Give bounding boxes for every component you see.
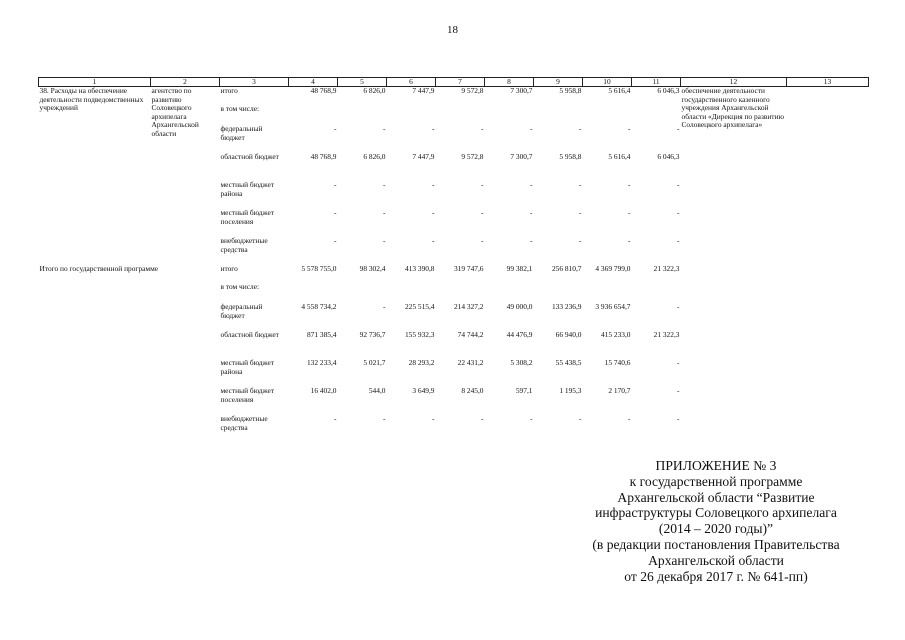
value-cell: 132 233,4 — [306, 358, 337, 367]
value-cell: - — [628, 414, 631, 423]
value-cell: - — [677, 180, 680, 189]
row-label: областной бюджет — [220, 330, 279, 339]
value-cell: - — [481, 180, 484, 189]
value-cell: 5 308,2 — [510, 358, 533, 367]
value-cell: - — [677, 386, 680, 395]
appendix-title: ПРИЛОЖЕНИЕ № 3 — [655, 458, 777, 473]
value-cell: - — [530, 208, 533, 217]
value-cell: 98 302,4 — [359, 264, 386, 273]
value-cell: 8 245,0 — [461, 386, 484, 395]
value-cell: - — [579, 414, 582, 423]
responsible-executor: агентство по развитию Соловецкого архипелага Архангельской области — [151, 86, 199, 138]
row-label: местный бюджет района — [220, 180, 275, 198]
column-header: 8 — [485, 78, 534, 87]
column-header: 3 — [220, 78, 289, 87]
value-cell: - — [334, 180, 337, 189]
row-label: в том числе: — [220, 282, 260, 291]
value-cell: - — [677, 208, 680, 217]
value-cell: - — [628, 124, 631, 133]
table-row — [39, 87, 869, 106]
value-cell: 28 293,2 — [408, 358, 435, 367]
column-header: 9 — [534, 78, 583, 87]
value-cell: 21 322,3 — [653, 330, 680, 339]
value-cell: - — [677, 414, 680, 423]
value-cell: 5 616,4 — [608, 86, 631, 95]
value-cell: 5 578 755,0 — [301, 264, 337, 273]
value-cell: - — [677, 236, 680, 245]
value-cell: - — [579, 236, 582, 245]
value-cell: - — [481, 236, 484, 245]
value-cell: 415 233,0 — [600, 330, 631, 339]
value-cell: 1 195,3 — [559, 386, 582, 395]
program-total-title: Итого по государственной программе — [39, 264, 159, 273]
value-cell: 22 431,2 — [457, 358, 484, 367]
value-cell: - — [579, 180, 582, 189]
appendix-heading — [520, 458, 905, 584]
row-label: внебюджетные средства — [220, 236, 268, 254]
value-cell: 5 958,8 — [559, 86, 582, 95]
page-number: 18 — [447, 24, 458, 36]
appendix-line: Архангельской области “Развитие — [617, 489, 815, 505]
row-label: внебюджетные средства — [220, 414, 268, 432]
value-cell: - — [334, 236, 337, 245]
value-cell: - — [579, 208, 582, 217]
value-cell: 6 046,3 — [657, 86, 680, 95]
value-cell: 16 402,0 — [310, 386, 337, 395]
value-cell: 7 447,9 — [412, 86, 435, 95]
value-cell: 3 649,9 — [412, 386, 435, 395]
value-cell: 7 447,9 — [412, 152, 435, 161]
appendix-line: инфраструктуры Соловецкого архипелага — [595, 505, 837, 521]
column-header: 6 — [387, 78, 436, 87]
value-cell: 66 940,0 — [555, 330, 582, 339]
value-cell: - — [677, 302, 680, 311]
value-cell: 5 616,4 — [608, 152, 631, 161]
value-cell: 5 021,7 — [363, 358, 386, 367]
value-cell: 413 390,8 — [404, 264, 435, 273]
value-cell: 6 826,0 — [363, 86, 386, 95]
appendix-line: (в редакции постановления Правительства — [592, 536, 840, 552]
value-cell: - — [383, 236, 386, 245]
appendix-line: к государственной программе — [629, 473, 803, 489]
funding-table — [38, 77, 869, 443]
value-cell: 319 747,6 — [453, 264, 484, 273]
value-cell: 21 322,3 — [653, 264, 680, 273]
expected-result: обеспечение деятельности государственного казенного учреждения Архангельской области «Дирекция по развитию Соловецкого архипелага» — [681, 86, 785, 130]
value-cell: 7 300,7 — [510, 86, 533, 95]
value-cell: - — [579, 124, 582, 133]
value-cell: 9 572,8 — [461, 152, 484, 161]
value-cell: - — [628, 180, 631, 189]
appendix-line: (2014 – 2020 годы)” — [658, 521, 774, 537]
row-label: федеральный бюджет — [220, 124, 263, 142]
value-cell: - — [383, 302, 386, 311]
value-cell: 133 236,9 — [551, 302, 582, 311]
value-cell: 55 438,5 — [555, 358, 582, 367]
column-header: 12 — [681, 78, 787, 87]
value-cell: - — [530, 236, 533, 245]
value-cell: 256 810,7 — [551, 264, 582, 273]
row-label: федеральный бюджет — [220, 302, 263, 320]
value-cell: - — [383, 124, 386, 133]
value-cell: 49 000,0 — [506, 302, 533, 311]
value-cell: 6 826,0 — [363, 152, 386, 161]
value-cell: 597,1 — [515, 386, 533, 395]
value-cell: - — [383, 414, 386, 423]
column-header: 7 — [436, 78, 485, 87]
appendix-line: Архангельской области — [648, 552, 784, 568]
value-cell: 544,0 — [368, 386, 386, 395]
value-cell: - — [334, 124, 337, 133]
value-cell: 6 046,3 — [657, 152, 680, 161]
value-cell: - — [432, 236, 435, 245]
value-cell: 92 736,7 — [359, 330, 386, 339]
value-cell: 214 327,2 — [453, 302, 484, 311]
column-header: 1 — [39, 78, 151, 87]
value-cell: - — [481, 124, 484, 133]
value-cell: 9 572,8 — [461, 86, 484, 95]
value-cell: 4 558 734,2 — [301, 302, 337, 311]
value-cell: 155 932,3 — [404, 330, 435, 339]
value-cell: - — [530, 180, 533, 189]
value-cell: 2 170,7 — [608, 386, 631, 395]
value-cell: 48 768,9 — [310, 86, 337, 95]
value-cell: - — [530, 414, 533, 423]
value-cell: - — [432, 414, 435, 423]
empty-cell — [787, 265, 869, 443]
row-label: областной бюджет — [220, 152, 279, 161]
column-header: 11 — [632, 78, 681, 87]
event-name: 38. Расходы на обеспечение деятельности подведомственных учреждений — [39, 86, 144, 113]
value-cell: 7 300,7 — [510, 152, 533, 161]
value-cell: - — [432, 208, 435, 217]
value-cell: - — [383, 208, 386, 217]
column-header: 2 — [151, 78, 220, 87]
column-header: 13 — [787, 78, 869, 87]
empty-cell — [787, 87, 869, 266]
value-cell: 15 740,6 — [604, 358, 631, 367]
value-cell: - — [383, 180, 386, 189]
column-header: 5 — [338, 78, 387, 87]
column-header: 4 — [289, 78, 338, 87]
row-label: итого — [220, 86, 238, 95]
row-label: местный бюджет района — [220, 358, 275, 376]
value-cell: - — [334, 414, 337, 423]
value-cell: - — [481, 208, 484, 217]
value-cell: 74 744,2 — [457, 330, 484, 339]
value-cell: - — [432, 124, 435, 133]
value-cell: 3 936 654,7 — [595, 302, 631, 311]
row-label: итого — [220, 264, 238, 273]
value-cell: 48 768,9 — [310, 152, 337, 161]
value-cell: 871 385,4 — [306, 330, 337, 339]
value-cell: - — [334, 208, 337, 217]
empty-cell — [681, 265, 787, 443]
table-row — [39, 265, 869, 283]
row-label: в том числе: — [220, 104, 260, 113]
value-cell: - — [677, 124, 680, 133]
value-cell: 44 476,9 — [506, 330, 533, 339]
value-cell: - — [677, 358, 680, 367]
value-cell: - — [432, 180, 435, 189]
value-cell: - — [530, 124, 533, 133]
row-label: местный бюджет поселения — [220, 208, 275, 226]
appendix-line: от 26 декабря 2017 г. № 641-пп) — [624, 568, 808, 584]
value-cell: 5 958,8 — [559, 152, 582, 161]
value-cell: - — [628, 236, 631, 245]
value-cell: - — [481, 414, 484, 423]
column-header: 10 — [583, 78, 632, 87]
value-cell: 99 382,1 — [506, 264, 533, 273]
value-cell: - — [628, 208, 631, 217]
value-cell: 225 515,4 — [404, 302, 435, 311]
row-label: местный бюджет поселения — [220, 386, 275, 404]
value-cell: 4 369 799,0 — [595, 264, 631, 273]
